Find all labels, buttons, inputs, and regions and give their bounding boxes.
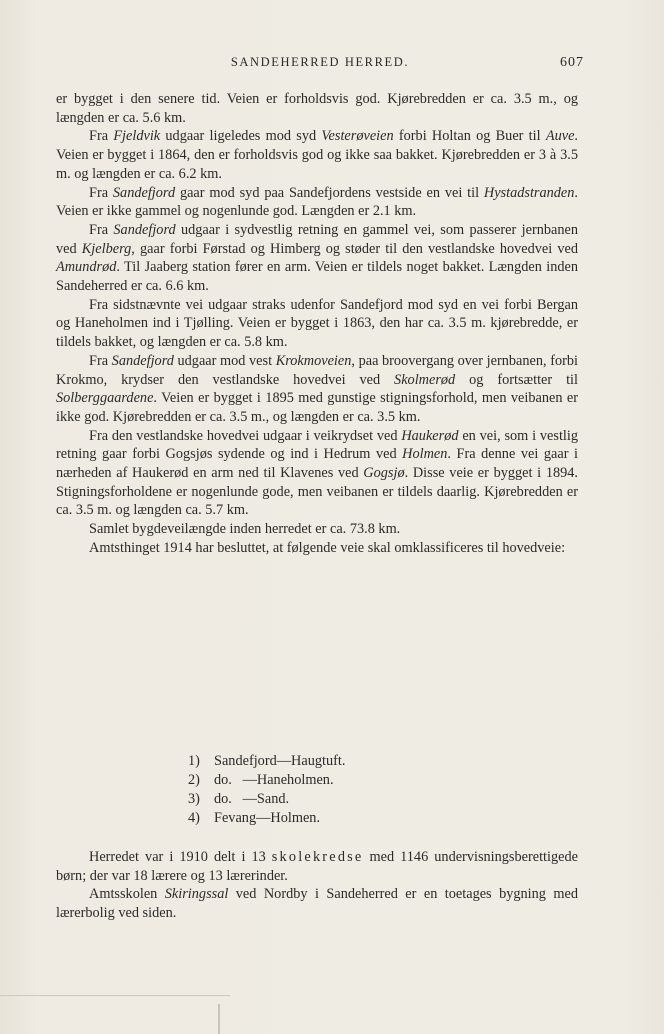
scan-edge-tick: [218, 1004, 220, 1034]
paragraph-10: Herredet var i 1910 delt i 13 skolekredse med 1146 undervisningsberettigede børn; der var 18 lærere og 13 lærerinder.: [56, 849, 578, 884]
paragraph-3: Fra Sandefjord gaar mod syd paa Sandefjordens vestside en vei til Hystadstranden. Veien er ikke gammel og nogenlunde god. Længden er 2.1 km.: [56, 184, 578, 220]
paragraph-6: Fra Sandefjord udgaar mod vest Krokmoveien, paa broovergang over jernbanen, forbi Krokmo, krydser den vestlandske hovedvei ved Skolmerød og fortsætter til Solberggaardene. Veien er bygget i 1895 med gunstige stigningsforhold, men veibanen er ikke god. Kjørebredden er ca. 3.5 m., og længden er ca. 3.5 km.: [56, 352, 578, 425]
list-item: 1) Sandefjord—Haugtuft.: [188, 753, 346, 769]
scan-edge-artifact: [0, 995, 230, 1034]
paragraph-11: Amtsskolen Skiringssal ved Nordby i Sandeherred er en toetages bygning med lærerbolig ved siden.: [56, 886, 578, 922]
running-header: [56, 55, 584, 75]
page-number: 607: [560, 55, 584, 70]
list-item: 2) do. —Haneholmen.: [188, 772, 334, 788]
road-list: [188, 752, 345, 828]
paragraph-8: Samlet bygdeveilængde inden herredet er ca. 73.8 km.: [89, 521, 401, 538]
list-item: 4) Fevang—Holmen.: [188, 810, 321, 826]
closing-text: [56, 848, 578, 923]
paragraph-4: Fra Sandefjord udgaar i sydvestlig retning en gammel vei, som passerer jernbanen ved Kjelberg, gaar forbi Førstad og Himberg og støder til den vestlandske hovedvei ved Amundrød. Til Jaaberg station fører en arm. Veien er tildels noget bakket. Længden inden Sandeherred er ca. 6.6 km.: [56, 221, 578, 295]
paragraph-7: Fra den vestlandske hovedvei udgaar i veikrydset ved Haukerød en vei, som i vestlig retning gaar forbi Gogsjøs sydende og ind i Hedrum ved Holmen. Fra denne vei gaar i nærheden af Haukerød en arm ned til Klavenes ved Gogsjø. Disse veie er bygget i 1894. Stigningsforholdene er nogenlunde gode, men veibanen er tildels daarlig. Kjørebredden er ca. 3.5 m. og længden ca. 5.7 km.: [56, 427, 579, 519]
paragraph-1: er bygget i den senere tid. Veien er forholdsvis god. Kjørebredden er ca. 3.5 m., og længden er ca. 5.6 km.: [56, 91, 578, 126]
header-title: SANDEHERRED HERRED.: [230, 55, 410, 69]
list-item: 3) do. —Sand.: [188, 791, 290, 807]
main-text: [56, 90, 578, 558]
paragraph-9: Amtsthinget 1914 har besluttet, at følgende veie skal omklassificeres til hovedveie:: [89, 539, 566, 556]
paragraph-5: Fra sidstnævnte vei udgaar straks udenfor Sandefjord mod syd en vei forbi Bergan og Haneholmen ind i Tjølling. Veien er bygget i 1863, den har ca. 3.5 m. kjørebredde, er tildels bakket, og længden er ca. 5.8 km.: [56, 296, 578, 351]
paragraph-2: Fra Fjeldvik udgaar ligeledes mod syd Vesterøveien forbi Holtan og Buer til Auve. Veien er bygget i 1864, den er forholdsvis god og ikke saa bakket. Kjørebredden er 3 à 3.5 m. og længden er ca. 6.2 km.: [56, 128, 578, 182]
